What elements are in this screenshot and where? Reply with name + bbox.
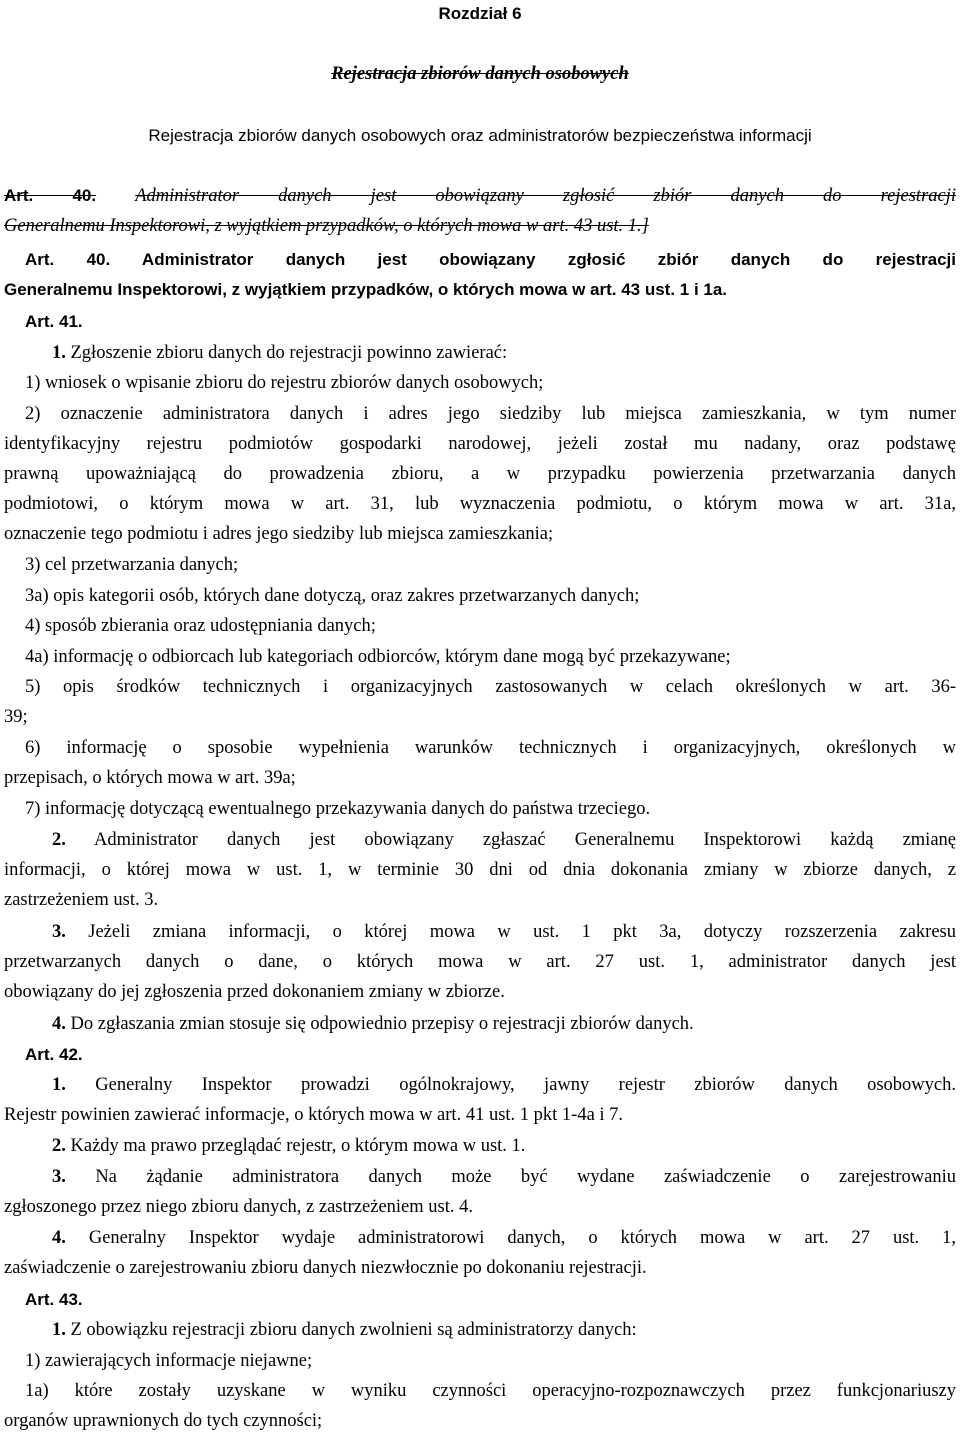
art41-item-2-line5: oznaczenie tego podmiotu i adres jego siedziby lub miejsca zamieszkania;: [4, 524, 554, 544]
art43-item-1a-line2: organów uprawnionych do tych czynności;: [4, 1411, 323, 1431]
art43-p1-num: 1.: [52, 1320, 66, 1340]
art41-item-5-text1: opis środków technicznych i organizacyjnych zastosowanych w celach określonych w art. 36-: [63, 677, 956, 697]
art41-p4: [0, 1012, 960, 1038]
art42-p2-text: Każdy ma prawo przeglądać rejestr, o którym mowa w ust. 1.: [70, 1136, 526, 1156]
art41-item-6-line1: [0, 736, 960, 762]
art41-item-4a-text: informację o odbiorcach lub kategoriach odbiorców, którym dane mogą być przekazywane;: [53, 647, 731, 667]
art41-item-3a-num: 3a): [25, 586, 49, 606]
new-art40-line1: Art. 40. Administrator danych jest obowiązany zgłosić zbiór danych do rejestracji: [25, 250, 956, 269]
art43-item-1: [0, 1349, 960, 1375]
art43-p1-text: Z obowiązku rejestracji zbioru danych zwolnieni są administratorzy danych:: [70, 1320, 637, 1340]
art41-item-5-line2: 39;: [4, 707, 28, 727]
old-art40-line1: [0, 184, 960, 210]
old-subtitle: [0, 62, 960, 88]
art41-p1-num: 1.: [52, 343, 66, 363]
art42-p1-text1: Generalny Inspektor prowadzi ogólnokrajowy, jawny rejestr zbiorów danych osobowych.: [95, 1075, 957, 1095]
art41-p3-num: 3.: [52, 922, 66, 942]
art41-item-4a: [0, 645, 960, 671]
art41-item-7: [0, 797, 960, 823]
art41-item-1-num: 1): [25, 373, 41, 393]
art41-item-6-line2: przepisach, o których mowa w art. 39a;: [4, 768, 296, 788]
art41-item-2-text1: oznaczenie administratora danych i adres jego siedziby lub miejsca zamieszkania, w tym numer: [60, 404, 957, 424]
art41-item-7-num: 7): [25, 799, 41, 819]
art42-p4-text1: Generalny Inspektor wydaje administratorowi danych, o których mowa w art. 27 ust. 1,: [88, 1228, 957, 1248]
art41-item-1-text: wniosek o wpisanie zbioru do rejestru zbiorów danych osobowych;: [45, 373, 544, 393]
art41-item-1: [0, 371, 960, 397]
art42-p3-text1: Na żądanie administratora danych może być wydane zaświadczenie o zarejestrowaniu: [95, 1167, 957, 1187]
art41-item-5-num: 5): [25, 677, 41, 697]
art41-p3-line2: przetwarzanych danych o dane, o których mowa w art. 27 ust. 1, administrator danych jest: [4, 952, 956, 972]
art41-item-2-line3: prawną upoważniającą do prowadzenia zbioru, a w przypadku powierzenia przetwarzania danych: [4, 464, 956, 484]
art41-item-6-num: 6): [25, 738, 41, 758]
art41-item-4-text: sposób zbierania oraz udostępniania danych;: [45, 616, 376, 636]
art41-p2-line3: zastrzeżeniem ust. 3.: [4, 890, 159, 910]
new-art40-line2: Generalnemu Inspektorowi, z wyjątkiem przypadków, o których mowa w art. 43 ust. 1 i 1a.: [4, 280, 728, 299]
art42-p2-num: 2.: [52, 1136, 66, 1156]
art43-item-1a-num: 1a): [25, 1381, 49, 1401]
art43-item-1-num: 1): [25, 1351, 41, 1371]
art41-p2-line2: informacji, o której mowa w ust. 1, w terminie 30 dni od dnia dokonania zmiany w zbiorze danych, z: [4, 860, 956, 880]
art41-item-3a: [0, 584, 960, 610]
art42-p1-line2: Rejestr powinien zawierać informacje, o których mowa w art. 41 ust. 1 pkt 1-4a i 7.: [4, 1105, 624, 1125]
old-subtitle-text: Rejestracja zbiorów danych osobowych: [331, 64, 629, 84]
art41-item-2-line2: identyfikacyjny rejestru podmiotów gospodarki narodowej, jeżeli został mu nadany, oraz podstawę: [4, 434, 956, 454]
art42-p1-line1: [0, 1073, 960, 1099]
art43-p1: [0, 1318, 960, 1344]
old-art40-text1: Administrator danych jest obowiązany zgłosić zbiór danych do rejestracji: [135, 186, 957, 206]
art41-item-3: [0, 553, 960, 579]
art41-p4-num: 4.: [52, 1014, 66, 1034]
old-art40-prefix: Art. 40.: [4, 186, 97, 205]
art42-p2: [0, 1134, 960, 1160]
art41-item-5-line1: [0, 675, 960, 701]
art41-item-2-line4: podmiotowi, o którym mowa w art. 31, lub wyznaczenia podmiotu, o którym mowa w art. 31a,: [4, 494, 956, 514]
art41-p1-text: Zgłoszenie zbioru danych do rejestracji powinno zawierać:: [70, 343, 508, 363]
art41-heading: Art. 41.: [25, 312, 83, 331]
art42-p4-num: 4.: [52, 1228, 66, 1248]
art42-p4-line2: zaświadczenie o zarejestrowaniu zbioru danych niezwłocznie po dokonaniu rejestracji.: [4, 1258, 647, 1278]
old-art40-text2: Generalnemu Inspektorowi, z wyjątkiem przypadków, o których mowa w art. 43 ust. 1.]: [4, 216, 649, 236]
art41-p2-num: 2.: [52, 830, 66, 850]
art41-item-3-text: cel przetwarzania danych;: [45, 555, 239, 575]
art43-item-1-text: zawierających informacje niejawne;: [45, 1351, 313, 1371]
art41-item-3-num: 3): [25, 555, 41, 575]
old-art40-line2: [0, 214, 960, 240]
art41-p2-text1: Administrator danych jest obowiązany zgłaszać Generalnemu Inspektorowi każdą zmianę: [94, 830, 956, 850]
art43-heading: Art. 43.: [25, 1290, 83, 1309]
chapter-title: Rozdział 6: [438, 4, 522, 23]
art41-p3-line3: obowiązany do jej zgłoszenia przed dokonaniem zmiany w zbiorze.: [4, 982, 505, 1002]
art41-item-6-text1: informację o sposobie wypełnienia warunków technicznych i organizacyjnych, określonych w: [66, 738, 956, 758]
art41-item-2-num: 2): [25, 404, 41, 424]
art43-item-1a-line1: [0, 1379, 960, 1405]
art43-item-1a-text1: które zostały uzyskane w wyniku czynności operacyjno-rozpoznawczych przez funkcjonariuszy: [74, 1381, 956, 1401]
art41-p3-line1: [0, 920, 960, 946]
art41-item-4a-num: 4a): [25, 647, 49, 667]
art41-p3-text1: Jeżeli zmiana informacji, o której mowa w ust. 1 pkt 3a, dotyczy rozszerzenia zakresu: [88, 922, 957, 942]
art41-p4-text: Do zgłaszania zmian stosuje się odpowiednio przepisy o rejestracji zbiorów danych.: [70, 1014, 694, 1034]
art42-p3-line2: zgłoszonego przez niego zbioru danych, z zastrzeżeniem ust. 4.: [4, 1197, 473, 1217]
art41-item-2-line1: [0, 402, 960, 428]
new-subtitle: Rejestracja zbiorów danych osobowych oraz administratorów bezpieczeństwa informacji: [148, 126, 812, 145]
art41-item-4: [0, 614, 960, 640]
art42-p4-line1: [0, 1226, 960, 1252]
art41-item-7-text: informację dotyczącą ewentualnego przekazywania danych do państwa trzeciego.: [45, 799, 651, 819]
art41-item-3a-text: opis kategorii osób, których dane dotyczą, oraz zakres przetwarzanych danych;: [53, 586, 640, 606]
art41-p2-line1: [0, 828, 960, 854]
art42-p3-num: 3.: [52, 1167, 66, 1187]
art41-item-4-num: 4): [25, 616, 41, 636]
art42-heading: Art. 42.: [25, 1045, 83, 1064]
art42-p1-num: 1.: [52, 1075, 66, 1095]
art41-p1: [0, 341, 960, 367]
art42-p3-line1: [0, 1165, 960, 1191]
